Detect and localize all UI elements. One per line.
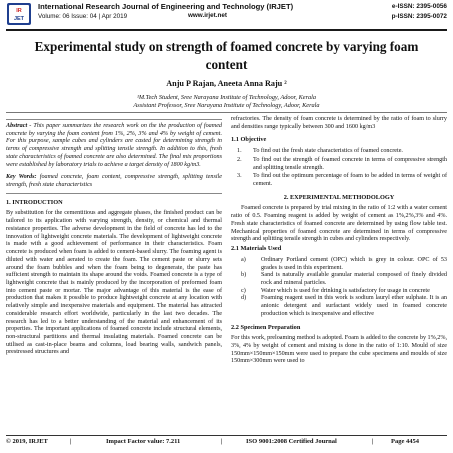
list-text: To find out the optimum percentage of foam to be added in terms of weight of cement. [253,173,447,188]
list-item [231,257,447,272]
affiliation-1: ¹M.Tech Student, Sree Narayana Institute of Technology, Adoor, Kerala [136,94,317,101]
list-text: Water which is used for drinking is satisfactory for usage in concrete [261,287,430,294]
list-item [231,157,447,172]
list-item [231,295,447,318]
materials-list [231,257,447,319]
affiliation-2: Assistant Professor, Sree Narayana Institute of Technology, Adoor, Kerala [133,102,320,109]
header-rule [6,29,447,31]
list-text: Ordinary Portland cement (OPC) which is grey in colour. OPC of 53 grades is used in this experiment. [261,256,447,271]
list-text: To find out the strength of foamed concrete in terms of compressive strength and splitting tensile strength. [253,156,447,171]
intro-text: By substitution for the cementitious and aggregate phases, the finished product can be tailored to its application with varying strength, density, or chemical and thermal resistance properties. The adverse development in the field of concrete has led to the innovation of lightweight concrete materials. The development of lightweight concrete is made with a good achievement of performance in their characteristics. Foam concrete is produced when foam is added to cement-based slurry. The foaming agent is diluted with water and aerated to create the foam. The cement paste or slurry sets around the foam bubbles and when the foam being to degenerate, the paste has sufficient strength to maintain its shape around the voids. Foamed concrete is a type of lightweight concrete that is mainly produced by the incorporation of preformed foam into cement paste or mortar. The major advantage of this material is the ease of production that makes it possible to produce lightweight concrete at any location with relatively simple and inexpensive materials and equipment. The material has attracted considerable research effort worldwide, particularly in the last two decades. The research has led to a better understanding of the material and enhancement of its properties. The important applications of foamed concrete include structural elements, non-structural partitions and thermal insulating materials. Foamed concrete can be utilised as cast-in-place beams and columns, load bearing walls, sandwich panels, prestressed structures and [6,210,222,356]
list-text: Sand is naturally available granular material composed of finely divided rock and mineral particles. [261,272,447,286]
abstract-rule-top [6,119,222,120]
paper-authors: Anju P Rajan, Aneeta Anna Raju ² [166,79,287,88]
journal-header [6,2,447,28]
footer-separator: | [221,438,223,445]
footer-impact-factor: Impact Factor value: 7.211 [106,438,181,445]
list-item [231,272,447,287]
list-item [231,173,447,188]
list-item [231,288,447,296]
list-number: 2. [237,156,242,163]
footer-separator: | [70,438,72,445]
footer-separator: | [372,438,374,445]
methodology-text: Foamed concrete is prepared by trial mixing in the ratio of 1:2 with a water cement ratio of 0.5. Foaming reagent is added by weight of cement as 1%,2%,3% and 4%. Fresh state characteristics of foamed concrete are determined by using flow table test. Mechanical properties of foamed concrete are determined in terms of compressive strength and splitting tensile strength in cubes and cylinders respectively. [231,205,447,243]
p-issn: p-ISSN: 2395-0072 [391,13,447,20]
footer-page-number: Page 4454 [391,438,419,445]
keywords-label: Key Words: [6,174,37,181]
journal-volume: Volume: 06 Issue: 04 | Apr 2019 [38,13,128,20]
footer-iso: ISO 9001:2008 Certified Journal [246,438,337,445]
keywords [6,174,222,189]
journal-name: International Research Journal of Engineering and Technology (IRJET) [38,2,294,11]
list-text: Foaming reagent used in this work is sodium lauryl ether sulphate. It is an anionic detergent and surfactant widely used in foamed concrete production which is inexpensive and effective [261,295,447,317]
left-column [6,116,222,357]
list-text: To find out the fresh state characteristics of foamed concrete. [253,148,403,155]
specimen-heading: 2.2 Specimen Preparation [231,323,301,331]
list-number: 1. [237,148,242,155]
keywords-text: foamed concrete, foam content, compressive strength, splitting tensile strength, fresh state characteristics [6,174,222,189]
abstract [6,123,222,169]
footer-rule [6,435,447,436]
intro-continued: refractories. The density of foam concrete is determined by the ratio of foam to slurry and densities range typically between 300 and 1600 kg/m3 [231,116,447,130]
objective-list [231,148,447,189]
journal-url[interactable]: www.irjet.net [188,12,227,19]
specimen-text: For this work, preloaming method is adopted. Foam is added to the concrete by 1%,2%, 3%, 4% by weight of cement and mixing is done in the ratio of 1:10. Mould of size 150mm×150mm×150mm were used to prepare the cube specimens and moulds of size 150mm×300mm were used to [231,335,447,365]
svg-text:IR: IR [16,8,22,14]
list-letter: d) [241,295,247,302]
e-issn: e-ISSN: 2395-0056 [391,3,447,10]
abstract-rule-bottom [6,193,222,194]
list-letter: b) [241,272,247,279]
list-number: 3. [237,173,242,180]
abstract-text: - This paper summarizes the research work on the the production of foamed concrete by varying the foam content from 1%, 2%, 3% and 4% by weight of cement. For this purpose, sample cubes and cylinders are casted for determining strength in terms of compressive strength and splitting tensile strength. In addition to this, fresh state characteristics of foamed concrete are also determined. The final mix proportions were established by laboratory trials to achieve a target density of 1800 kg/m3. [6,123,222,168]
list-item [231,148,447,156]
paper-title: Experimental study on strength of foamed concrete by varying foam content [34,39,419,72]
list-letter: a) [241,256,246,263]
affiliation-rule [6,112,447,113]
right-column [231,116,447,366]
abstract-label: Abstract [6,123,28,129]
svg-text:JET: JET [13,16,25,22]
page-footer [6,438,447,450]
materials-heading: 2.1 Materials Used [231,245,282,253]
intro-heading: 1. INTRODUCTION [6,198,63,206]
list-letter: c) [241,287,246,294]
methodology-heading: 2. EXPERIMENTAL METHODOLOGY [283,193,395,201]
objective-heading: 1.1 Objective [231,136,267,144]
irjet-logo [6,2,32,26]
footer-copyright: © 2019, IRJET [6,438,48,445]
